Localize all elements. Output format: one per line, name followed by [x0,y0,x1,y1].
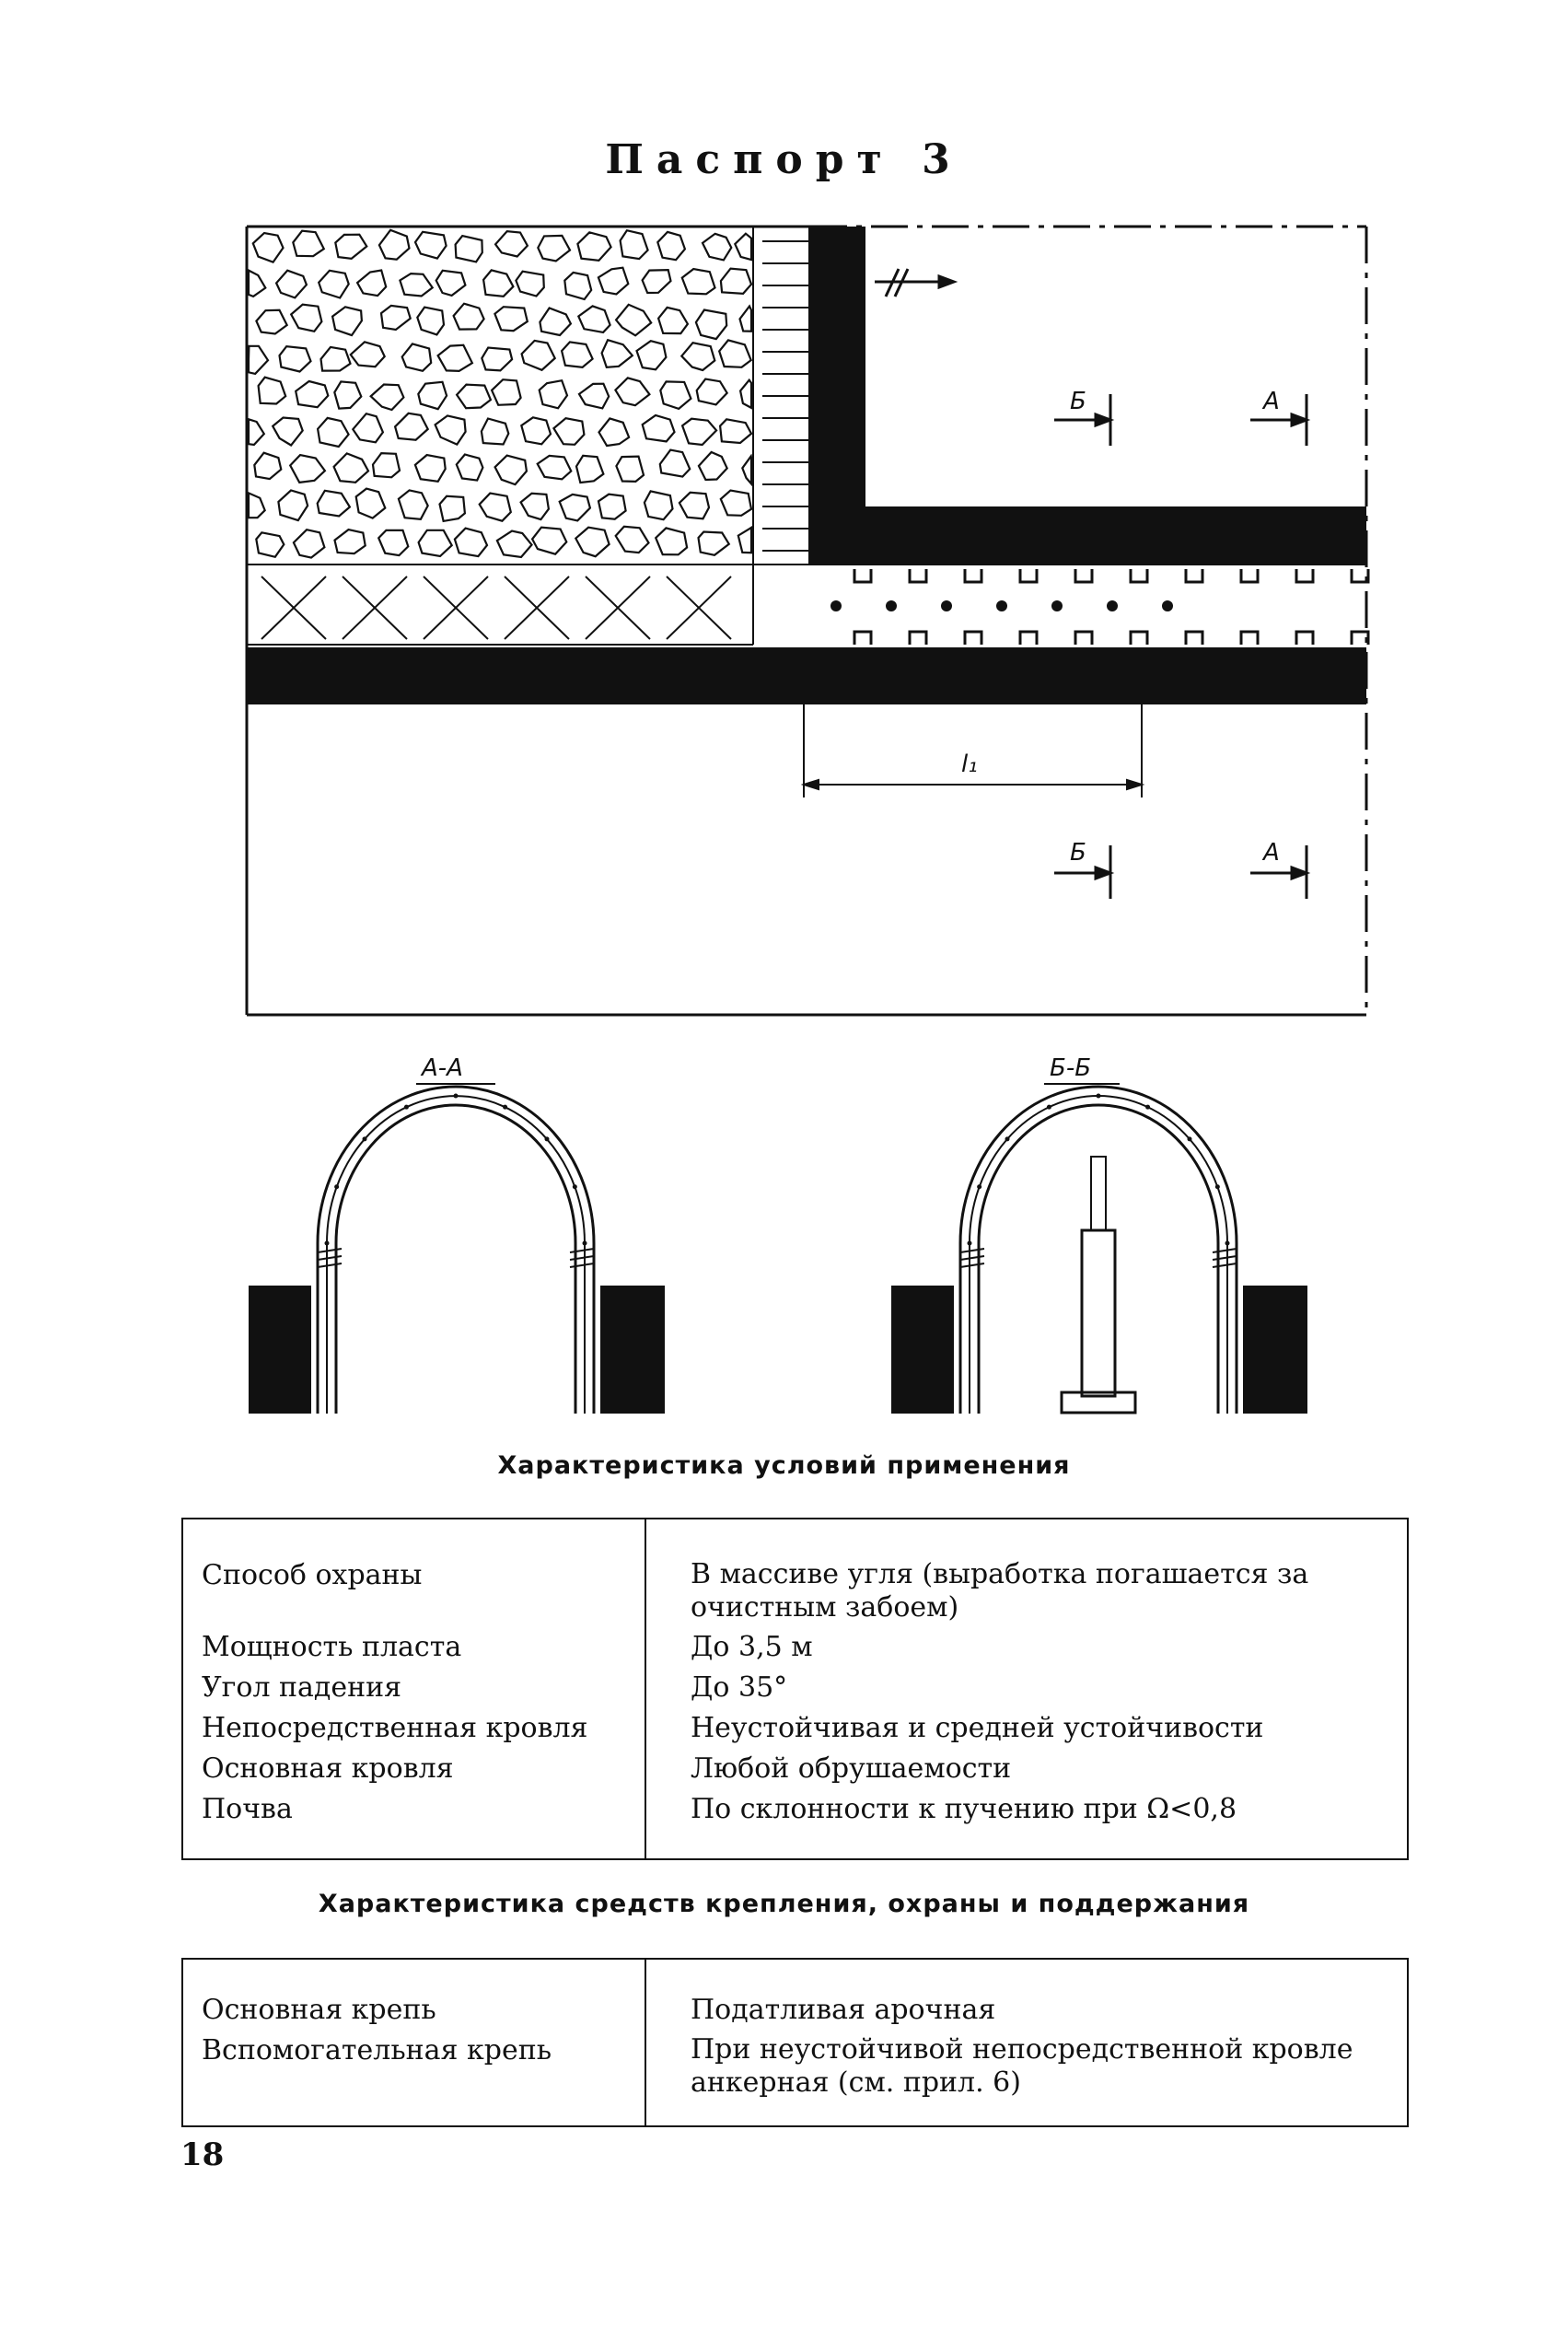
condition-value: До 3,5 м [691,1631,813,1663]
marker-a-bottom: А [1263,839,1280,867]
section-markers-top [1054,394,1307,899]
condition-value: Любой обрушаемости [691,1752,1012,1785]
roadway-band [247,647,1366,704]
dimension-label: l₁ [961,751,978,778]
support-label: Основная крепь [202,1994,436,2026]
condition-label: Основная кровля [202,1752,454,1785]
support-heading: Характеристика средств крепления, охраны и поддержания [318,1890,1250,1918]
marker-b-top: Б [1070,388,1086,415]
rubble-zone [249,230,751,558]
support-value: Податливая арочная [691,1994,996,2026]
condition-label: Мощность пласта [202,1631,462,1663]
condition-label: Способ охраны [202,1559,423,1591]
conditions-values [646,1519,1407,1858]
conditions-table [181,1518,1409,1860]
condition-value: В массиве угля (выработка погашается за очистным забоем) [691,1558,1309,1624]
section-aa-arch [249,1087,665,1414]
support-values [646,1960,1407,2125]
hatched-column [762,241,808,551]
marker-a-top: А [1263,388,1280,415]
marker-b-bottom: Б [1070,839,1086,867]
condition-label: Непосредственная кровля [202,1712,588,1744]
condition-value: До 35° [691,1671,788,1704]
page-title: Паспорт 3 [605,136,963,183]
support-row [830,569,1368,645]
section-aa-title: А-А [422,1054,463,1082]
conditions-heading: Характеристика условий применения [497,1451,1071,1480]
support-value: При неустойчивой непосредственной кровле анкерная (см. прил. 6) [691,2033,1353,2099]
condition-value: Неустойчивая и средней устойчивости [691,1712,1264,1744]
advance-arrow [875,269,954,297]
support-label: Вспомогательная крепь [202,2034,552,2066]
support-table [181,1958,1409,2127]
condition-label: Угол падения [202,1671,402,1704]
coal-pillar-l-shape [808,227,1366,564]
condition-value: По склонности к пучению при Ω<0,8 [691,1793,1237,1825]
section-bb-title: Б-Б [1050,1054,1092,1082]
support-labels [183,1960,646,2125]
conditions-labels [183,1519,646,1858]
page-number: 18 [180,2136,225,2173]
condition-label: Почва [202,1793,293,1825]
section-bb-arch [891,1087,1307,1414]
